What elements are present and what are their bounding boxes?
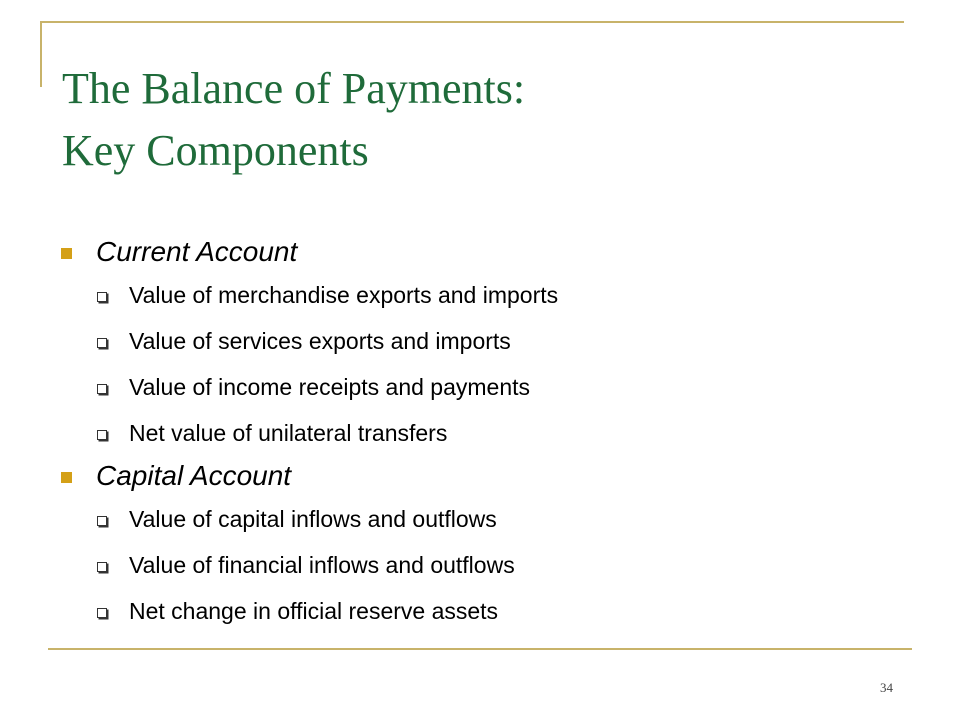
section-heading-text: Current Account [96,236,298,267]
section-heading-text: Capital Account [96,460,292,491]
checkbox-bullet-icon [97,430,107,440]
section-heading [60,232,900,272]
list-item [60,410,900,456]
checkbox-bullet-icon [97,384,107,394]
slide-title-line-1: The Balance of Payments: [62,64,526,113]
checkbox-bullet-icon [97,292,107,302]
checkbox-bullet-icon [97,338,107,348]
list-item-text: Value of services exports and imports [129,328,511,354]
list-item [60,496,900,542]
bullet-content [60,232,900,634]
list-item-text: Net change in official reserve assets [129,598,499,624]
bottom-rule [48,648,912,650]
slide-title [62,58,882,182]
list-item-text: Value of income receipts and payments [129,374,531,400]
slide-title-line-2: Key Components [62,126,369,175]
list-item [60,272,900,318]
checkbox-bullet-icon [97,608,107,618]
list-item-text: Value of merchandise exports and imports [129,282,559,308]
list-item [60,588,900,634]
list-item-text: Value of capital inflows and outflows [129,506,497,532]
checkbox-bullet-icon [97,516,107,526]
checkbox-bullet-icon [97,562,107,572]
list-item [60,542,900,588]
section-heading [60,456,900,496]
page-number: 34 [880,680,893,695]
section-capital-account [60,456,900,634]
top-rule [40,21,904,23]
list-item-text: Value of financial inflows and outflows [129,552,515,578]
list-item [60,318,900,364]
square-bullet-icon [61,248,72,259]
list-item [60,364,900,410]
square-bullet-icon [61,472,72,483]
list-item-text: Net value of unilateral transfers [129,420,448,446]
section-current-account [60,232,900,456]
left-rule [40,21,42,87]
